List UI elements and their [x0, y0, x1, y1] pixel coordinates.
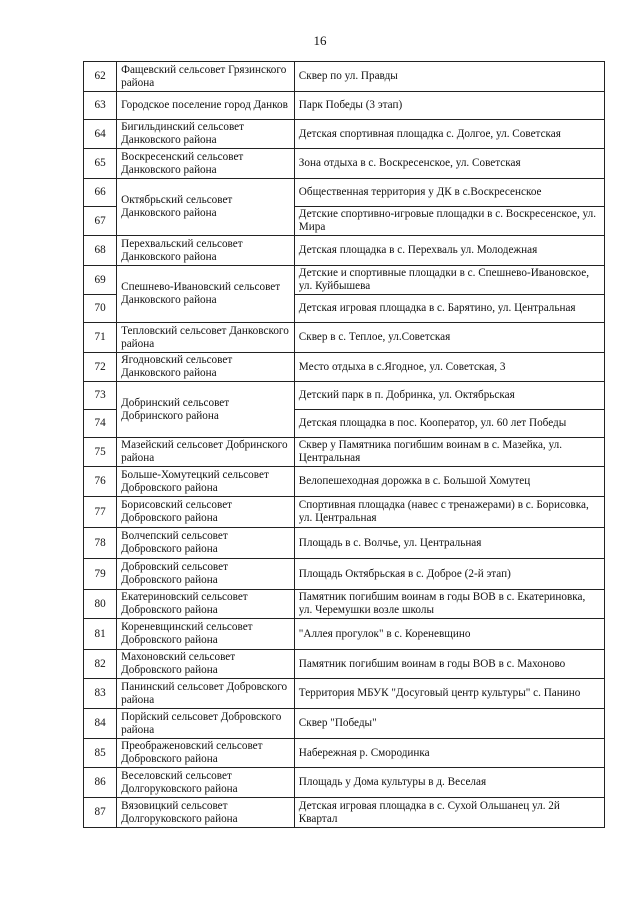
- municipality-name: Волчепский сельсовет Добровского района: [117, 528, 295, 559]
- table-row: [84, 266, 605, 295]
- row-number: 76: [84, 467, 117, 497]
- object-name: Детский парк в п. Добринка, ул. Октябрьская: [294, 382, 604, 410]
- table-row: [84, 590, 605, 619]
- row-number: 78: [84, 528, 117, 559]
- object-name: Детская игровая площадка в с. Барятино, ул. Центральная: [294, 295, 604, 323]
- municipality-name: Добринский сельсовет Добринского района: [117, 382, 295, 438]
- table-row: [84, 92, 605, 120]
- municipality-name: Фащевский сельсовет Грязинского района: [117, 62, 295, 92]
- object-name: Детская спортивная площадка с. Долгое, ул. Советская: [294, 120, 604, 149]
- table-row: [84, 559, 605, 590]
- row-number: 84: [84, 709, 117, 739]
- row-number: 86: [84, 768, 117, 798]
- row-number: 73: [84, 382, 117, 410]
- row-number: 80: [84, 590, 117, 619]
- object-name: Памятник погибшим воинам в годы ВОВ в с. Махоново: [294, 650, 604, 679]
- municipality-name: Вязовицкий сельсовет Долгоруковского района: [117, 798, 295, 828]
- row-number: 64: [84, 120, 117, 149]
- object-name: Парк Победы (3 этап): [294, 92, 604, 120]
- object-name: Набережная р. Смородинка: [294, 739, 604, 768]
- table-row: [84, 149, 605, 179]
- object-name: Общественная территория у ДК в с.Воскресенское: [294, 179, 604, 207]
- municipality-name: Октябрьский сельсовет Данковского района: [117, 179, 295, 236]
- row-number: 77: [84, 497, 117, 528]
- row-number: 67: [84, 207, 117, 236]
- municipality-name: Перехвальский сельсовет Данковского района: [117, 236, 295, 266]
- object-name: Площадь в с. Волчье, ул. Центральная: [294, 528, 604, 559]
- row-number: 81: [84, 619, 117, 650]
- object-name: Зона отдыха в с. Воскресенское, ул. Советская: [294, 149, 604, 179]
- object-name: "Аллея прогулок" в с. Кореневщино: [294, 619, 604, 650]
- row-number: 69: [84, 266, 117, 295]
- row-number: 68: [84, 236, 117, 266]
- row-number: 79: [84, 559, 117, 590]
- object-name: Детская площадка в пос. Кооператор, ул. 60 лет Победы: [294, 410, 604, 438]
- municipality-name: Борисовский сельсовет Добровского района: [117, 497, 295, 528]
- municipality-name: Махоновский сельсовет Добровского района: [117, 650, 295, 679]
- table-row: [84, 120, 605, 149]
- row-number: 72: [84, 353, 117, 382]
- row-number: 87: [84, 798, 117, 828]
- municipality-name: Тепловский сельсовет Данковского района: [117, 323, 295, 353]
- municipality-name: Ягодновский сельсовет Данковского района: [117, 353, 295, 382]
- table-row: [84, 739, 605, 768]
- table-row: [84, 236, 605, 266]
- row-number: 85: [84, 739, 117, 768]
- municipality-name: Панинский сельсовет Добровского района: [117, 679, 295, 709]
- municipality-name: Добровский сельсовет Добровского района: [117, 559, 295, 590]
- table-row: [84, 323, 605, 353]
- table-row: [84, 382, 605, 410]
- municipality-name: Воскресенский сельсовет Данковского района: [117, 149, 295, 179]
- object-name: Памятник погибшим воинам в годы ВОВ в с. Екатериновка, ул. Черемушки возле школы: [294, 590, 604, 619]
- object-name: Площадь Октябрьская в с. Доброе (2-й этап): [294, 559, 604, 590]
- object-name: Велопешеходная дорожка в с. Большой Хомутец: [294, 467, 604, 497]
- table-row: [84, 798, 605, 828]
- object-name: Территория МБУК "Досуговый центр культуры" с. Панино: [294, 679, 604, 709]
- object-name: Сквер у Памятника погибшим воинам в с. Мазейка, ул. Центральная: [294, 438, 604, 467]
- municipality-name: Екатериновский сельсовет Добровского района: [117, 590, 295, 619]
- table-row: [84, 179, 605, 207]
- municipality-name: Порйский сельсовет Добровского района: [117, 709, 295, 739]
- row-number: 65: [84, 149, 117, 179]
- object-name: Спортивная площадка (навес с тренажерами) в с. Борисовка, ул. Центральная: [294, 497, 604, 528]
- row-number: 74: [84, 410, 117, 438]
- table-row: [84, 650, 605, 679]
- object-name: Детская игровая площадка в с. Сухой Ольшанец ул. 2й Квартал: [294, 798, 604, 828]
- row-number: 70: [84, 295, 117, 323]
- object-name: Детские и спортивные площадки в с. Спешнево-Ивановское, ул. Куйбышева: [294, 266, 604, 295]
- row-number: 71: [84, 323, 117, 353]
- municipality-name: Городское поселение город Данков: [117, 92, 295, 120]
- object-table: [83, 61, 605, 828]
- row-number: 75: [84, 438, 117, 467]
- municipality-name: Больше-Хомутецкий сельсовет Добровского района: [117, 467, 295, 497]
- table-row: [84, 709, 605, 739]
- object-table-body: [84, 62, 605, 828]
- object-name: Сквер в с. Теплое, ул.Советская: [294, 323, 604, 353]
- table-row: [84, 768, 605, 798]
- municipality-name: Кореневщинский сельсовет Добровского района: [117, 619, 295, 650]
- municipality-name: Мазейский сельсовет Добринского района: [117, 438, 295, 467]
- object-name: Сквер "Победы": [294, 709, 604, 739]
- table-row: [84, 497, 605, 528]
- table-row: [84, 467, 605, 497]
- municipality-name: Бигильдинский сельсовет Данковского района: [117, 120, 295, 149]
- table-row: [84, 62, 605, 92]
- table-row: [84, 528, 605, 559]
- object-name: Детская площадка в с. Перехваль ул. Молодежная: [294, 236, 604, 266]
- page-number: 16: [313, 33, 327, 48]
- table-row: [84, 353, 605, 382]
- object-name: Площадь у Дома культуры в д. Веселая: [294, 768, 604, 798]
- object-name: Место отдыха в с.Ягодное, ул. Советская, 3: [294, 353, 604, 382]
- municipality-name: Спешнево-Ивановский сельсовет Данковского района: [117, 266, 295, 323]
- object-name: Сквер по ул. Правды: [294, 62, 604, 92]
- municipality-name: Веселовский сельсовет Долгоруковского района: [117, 768, 295, 798]
- row-number: 63: [84, 92, 117, 120]
- table-row: [84, 438, 605, 467]
- row-number: 66: [84, 179, 117, 207]
- row-number: 83: [84, 679, 117, 709]
- row-number: 62: [84, 62, 117, 92]
- table-row: [84, 679, 605, 709]
- municipality-name: Преображеновский сельсовет Добровского района: [117, 739, 295, 768]
- row-number: 82: [84, 650, 117, 679]
- object-name: Детские спортивно-игровые площадки в с. Воскресенское, ул. Мира: [294, 207, 604, 236]
- table-row: [84, 619, 605, 650]
